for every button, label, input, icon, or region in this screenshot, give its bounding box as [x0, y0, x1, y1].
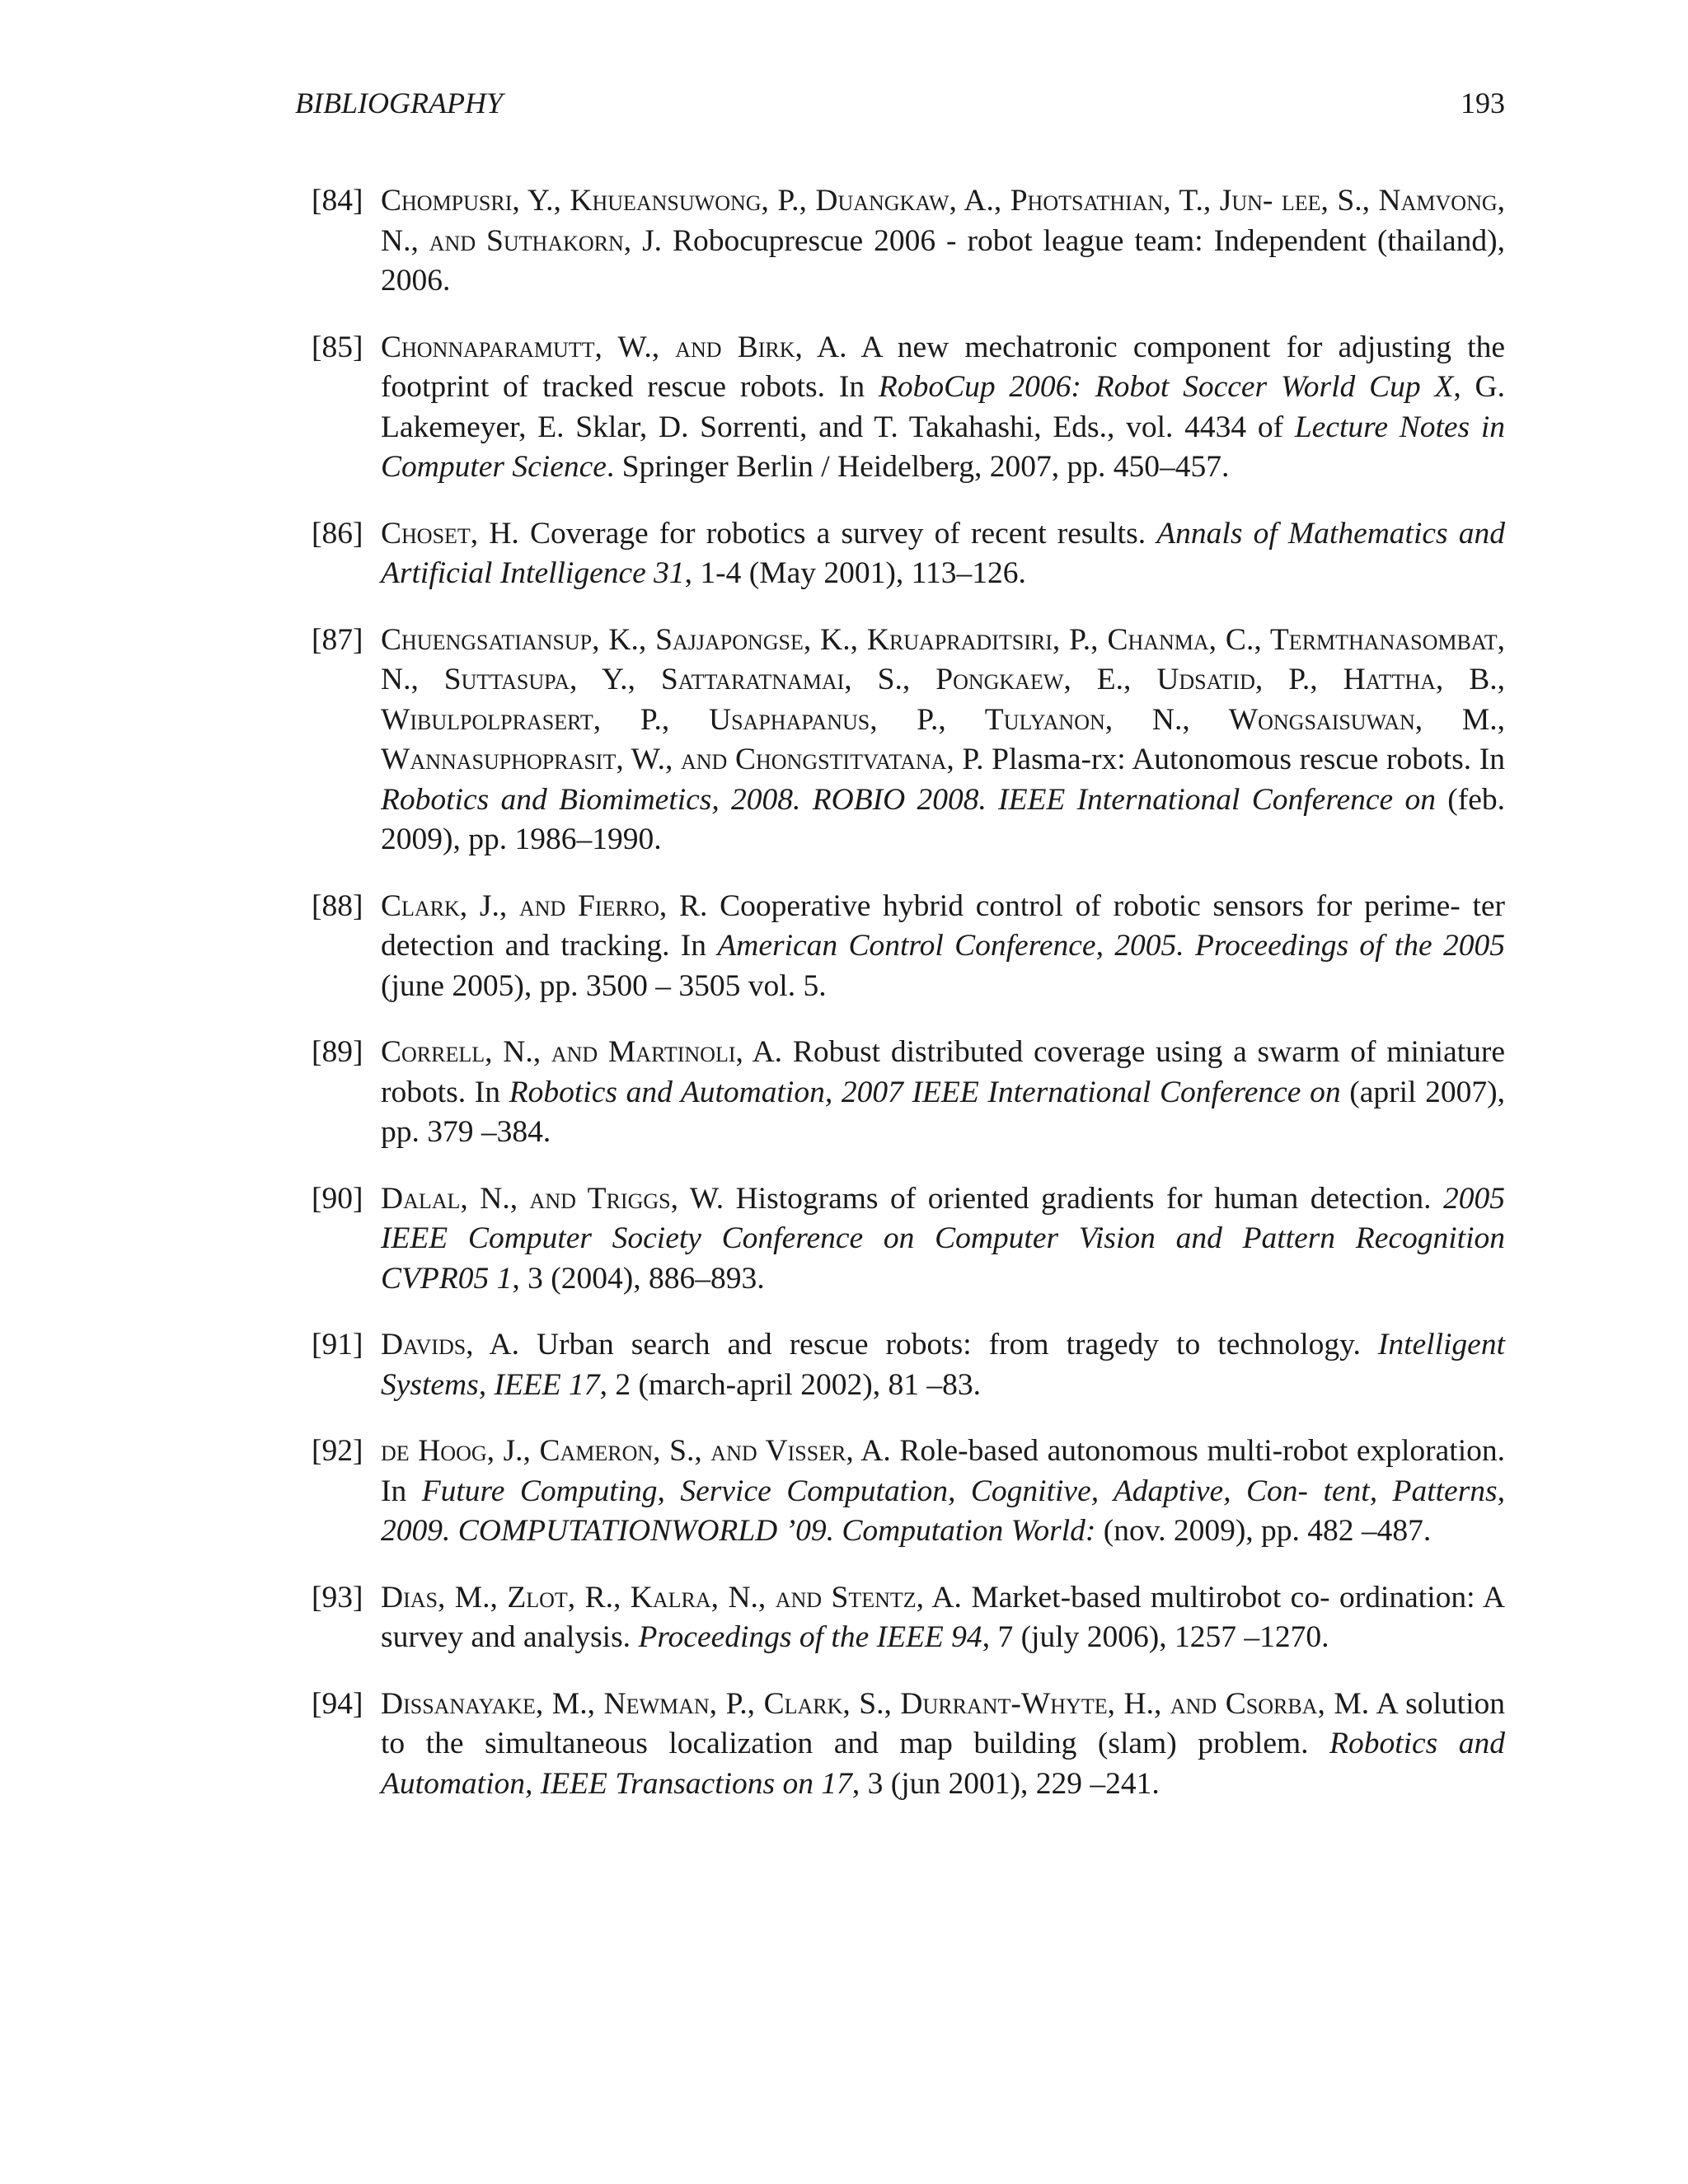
entry-text: , 3 (jun 2001), 229 –241. [851, 1766, 1160, 1801]
entry-number: [90] [312, 1181, 363, 1216]
entry-venue: Intelligent Systems, IEEE 17 [381, 1328, 1505, 1402]
entry-venue: Robotics and Biomimetics, 2008. ROBIO 2008. IEEE International Conference on [381, 782, 1436, 817]
entry-text: Robust distributed coverage using a swarm of miniature robots. In [381, 1035, 1506, 1109]
entry-text: Role-based autonomous multi-robot exploration. In [381, 1434, 1506, 1508]
entry-text: . Springer Berlin / Heidelberg, 2007, pp. 450–457. [606, 450, 1230, 484]
entry-number: [84] [312, 184, 363, 218]
entry-text: Urban search and rescue robots: from tragedy to technology. [537, 1328, 1361, 1361]
entry-authors: de Hoog, J., Cameron, S., and Visser, A. [381, 1434, 891, 1468]
bib-entry-85 [312, 328, 1505, 488]
entry-text: , G. Lakemeyer, E. Sklar, D. Sorrenti, and T. Takahashi, Eds., vol. 4434 of [381, 370, 1506, 444]
entry-authors: Choset, H. [381, 516, 519, 551]
entry-number: [88] [312, 888, 363, 923]
entry-text: A new mechatronic component for adjusting the footprint of tracked rescue robots. In [381, 330, 1505, 404]
entry-venue: 2005 IEEE Computer Society Conference on Computer Vision and Pattern Recognition CVPR05 1 [381, 1181, 1506, 1296]
entry-number: [91] [312, 1328, 363, 1361]
entry-number: [89] [312, 1035, 363, 1069]
bib-entry-84 [312, 181, 1505, 302]
entry-venue: Annals of Mathematics and Artificial Intelligence 31 [381, 516, 1506, 590]
entry-authors: Dissanayake, M., Newman, P., Clark, S., Durrant-Whyte, H., and Csorba, M. [381, 1686, 1370, 1721]
entry-venue: Proceedings of the IEEE 94 [638, 1620, 982, 1654]
entry-series: Lecture Notes in Computer Science [381, 410, 1506, 484]
page-number: 193 [1461, 87, 1505, 120]
entry-text: , 2 (march-april 2002), 81 –83. [599, 1367, 981, 1402]
bib-entry-93 [312, 1578, 1505, 1658]
entry-text: Cooperative hybrid control of robotic sensors for perime- ter detection and tracking. In [381, 888, 1505, 963]
bib-entry-87 [312, 621, 1505, 860]
entry-text: (nov. 2009), pp. 482 –487. [1103, 1514, 1432, 1548]
entry-venue: RoboCup 2006: Robot Soccer World Cup X [878, 370, 1454, 404]
entry-authors: Chuengsatiansup, K., Sajjapongse, K., Kruapraditsiri, P., Chanma, C., Termthanasombat, N., Suttasupa, Y., Sattaratnamai, S., Pongkaew, E., Udsatid, P., Hattha, B., Wibulpolprasert, P., Usaphapanus, P., Tulyanon, N., Wongsaisuwan, M., Wannasuphoprasit, W., and Chongstitvatana, P. [381, 622, 1505, 776]
entry-text: , 1-4 (May 2001), 113–126. [684, 556, 1026, 590]
entry-authors: Dias, M., Zlot, R., Kalra, N., and Stentz, A. [381, 1580, 962, 1615]
entry-venue: Robotics and Automation, 2007 IEEE International Conference on [509, 1075, 1341, 1109]
running-header [295, 82, 1505, 124]
entry-text: , 3 (2004), 886–893. [512, 1261, 765, 1296]
entry-number: [86] [312, 516, 363, 551]
entry-authors: Davids, A. [381, 1328, 519, 1361]
bib-entry-86 [312, 514, 1505, 594]
entry-text: Plasma-rx: Autonomous rescue robots. In [992, 743, 1506, 776]
entry-authors: Chonnaparamutt, W., and Birk, A. [381, 330, 847, 364]
bib-entry-92 [312, 1432, 1505, 1552]
entry-number: [87] [312, 622, 363, 657]
bib-entry-88 [312, 887, 1505, 1007]
bib-entry-94 [312, 1685, 1505, 1805]
entry-authors: Correll, N., and Martinoli, A. [381, 1035, 783, 1069]
entry-text: (june 2005), pp. 3500 – 3505 vol. 5. [381, 968, 827, 1003]
entry-text: Robocuprescue 2006 - robot league team: Independent (thailand), 2006. [381, 223, 1505, 298]
entry-text: Histograms of oriented gradients for human detection. [735, 1181, 1432, 1216]
entry-text: Coverage for robotics a survey of recent results. [529, 516, 1146, 551]
bibliography-list [312, 181, 1505, 1830]
entry-text: , 7 (july 2006), 1257 –1270. [982, 1620, 1329, 1654]
entry-venue: American Control Conference, 2005. Proceedings of the 2005 [717, 929, 1505, 963]
entry-venue: Future Computing, Service Computation, Cognitive, Adaptive, Con- tent, Patterns, 2009. COMPUTATIONWORLD ’09. Computation World: [381, 1474, 1506, 1548]
bib-entry-91 [312, 1325, 1505, 1405]
entry-text: (feb. 2009), pp. 1986–1990. [381, 782, 1506, 856]
entry-authors: Chompusri, Y., Khueansuwong, P., Duangkaw, A., Photsathian, T., Jun- lee, S., Namvong, N., and Suthakorn, J. [381, 184, 1505, 258]
entry-number: [93] [312, 1580, 363, 1615]
entry-number: [92] [312, 1434, 363, 1468]
entry-text: A solution to the simultaneous localization and map building (slam) problem. [381, 1686, 1505, 1760]
entry-authors: Clark, J., and Fierro, R. [381, 888, 708, 923]
bib-entry-89 [312, 1033, 1505, 1153]
header-title: BIBLIOGRAPHY [295, 87, 503, 120]
entry-text: (april 2007), pp. 379 –384. [381, 1075, 1505, 1149]
bib-entry-90 [312, 1179, 1505, 1300]
entry-venue: Robotics and Automation, IEEE Transactions on 17 [381, 1727, 1505, 1801]
entry-number: [85] [312, 330, 363, 364]
entry-text: Market-based multirobot co- ordination: A survey and analysis. [381, 1580, 1506, 1654]
entry-authors: Dalal, N., and Triggs, W. [381, 1181, 724, 1216]
entry-number: [94] [312, 1686, 363, 1721]
